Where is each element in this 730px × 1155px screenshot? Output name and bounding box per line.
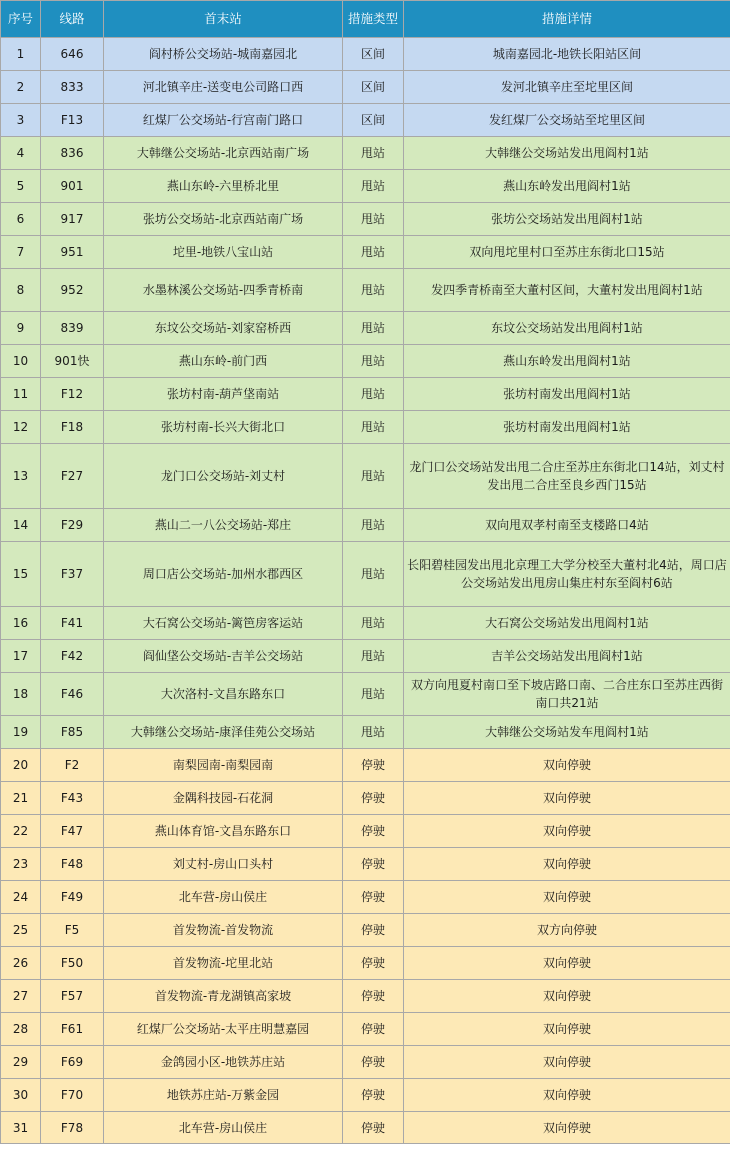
cell-detail: 东坟公交场站发出甩阎村1站 <box>404 312 730 345</box>
cell-no: 26 <box>1 947 41 980</box>
cell-type: 停驶 <box>343 1046 404 1079</box>
table-row <box>1 236 730 269</box>
cell-stations: 大韩继公交场站-北京西站南广场 <box>104 137 343 170</box>
cell-no: 24 <box>1 881 41 914</box>
cell-no: 4 <box>1 137 41 170</box>
cell-line: F5 <box>41 914 104 947</box>
cell-type: 甩站 <box>343 312 404 345</box>
table-row <box>1 378 730 411</box>
cell-line: F43 <box>41 782 104 815</box>
cell-stations: 红煤厂公交场站-行宫南门路口 <box>104 104 343 137</box>
cell-no: 3 <box>1 104 41 137</box>
cell-line: 901快 <box>41 345 104 378</box>
cell-no: 10 <box>1 345 41 378</box>
cell-stations: 北车营-房山侯庄 <box>104 1112 343 1144</box>
cell-type: 停驶 <box>343 881 404 914</box>
cell-type: 区间 <box>343 104 404 137</box>
cell-line: F42 <box>41 640 104 673</box>
cell-detail: 双向停驶 <box>404 848 730 881</box>
cell-detail: 大韩继公交场站发出甩阎村1站 <box>404 137 730 170</box>
cell-detail: 双向停驶 <box>404 1112 730 1144</box>
cell-detail: 双向停驶 <box>404 1079 730 1112</box>
cell-type: 停驶 <box>343 815 404 848</box>
cell-detail: 双向停驶 <box>404 1046 730 1079</box>
table-row <box>1 444 730 509</box>
cell-no: 2 <box>1 71 41 104</box>
cell-type: 停驶 <box>343 980 404 1013</box>
cell-no: 8 <box>1 269 41 312</box>
cell-type: 甩站 <box>343 716 404 749</box>
cell-no: 19 <box>1 716 41 749</box>
cell-no: 15 <box>1 542 41 607</box>
cell-no: 28 <box>1 1013 41 1046</box>
table-row <box>1 137 730 170</box>
cell-detail: 双向停驶 <box>404 815 730 848</box>
table-row <box>1 980 730 1013</box>
table-row <box>1 542 730 607</box>
cell-line: 646 <box>41 38 104 71</box>
cell-stations: 大石窝公交场站-篱笆房客运站 <box>104 607 343 640</box>
header-no: 序号 <box>1 1 41 38</box>
cell-stations: 燕山东岭-前门西 <box>104 345 343 378</box>
cell-detail: 燕山东岭发出甩阎村1站 <box>404 345 730 378</box>
table-row <box>1 749 730 782</box>
cell-no: 20 <box>1 749 41 782</box>
cell-no: 5 <box>1 170 41 203</box>
cell-type: 甩站 <box>343 345 404 378</box>
cell-line: F70 <box>41 1079 104 1112</box>
cell-type: 停驶 <box>343 914 404 947</box>
cell-line: F78 <box>41 1112 104 1144</box>
cell-detail: 双方向甩夏村南口至下坡店路口南、二合庄东口至苏庄西街南口共21站 <box>404 673 730 716</box>
table-row <box>1 1046 730 1079</box>
header-detail: 措施详情 <box>404 1 730 38</box>
cell-line: 839 <box>41 312 104 345</box>
cell-no: 18 <box>1 673 41 716</box>
cell-no: 16 <box>1 607 41 640</box>
table-row <box>1 170 730 203</box>
cell-type: 甩站 <box>343 269 404 312</box>
cell-stations: 东坟公交场站-刘家窑桥西 <box>104 312 343 345</box>
table-row <box>1 914 730 947</box>
cell-detail: 双向停驶 <box>404 881 730 914</box>
table-row <box>1 269 730 312</box>
cell-stations: 金隅科技园-石花洞 <box>104 782 343 815</box>
cell-no: 6 <box>1 203 41 236</box>
cell-no: 21 <box>1 782 41 815</box>
cell-detail: 双向停驶 <box>404 947 730 980</box>
cell-no: 25 <box>1 914 41 947</box>
cell-stations: 大次洛村-文昌东路东口 <box>104 673 343 716</box>
cell-detail: 发河北镇辛庄至坨里区间 <box>404 71 730 104</box>
cell-line: F37 <box>41 542 104 607</box>
cell-line: F29 <box>41 509 104 542</box>
table-row <box>1 848 730 881</box>
cell-type: 区间 <box>343 38 404 71</box>
cell-stations: 水墨林溪公交场站-四季青桥南 <box>104 269 343 312</box>
cell-type: 停驶 <box>343 947 404 980</box>
cell-no: 1 <box>1 38 41 71</box>
cell-line: F18 <box>41 411 104 444</box>
cell-no: 22 <box>1 815 41 848</box>
cell-line: 951 <box>41 236 104 269</box>
header-type: 措施类型 <box>343 1 404 38</box>
cell-line: F69 <box>41 1046 104 1079</box>
cell-detail: 发红煤厂公交场站至坨里区间 <box>404 104 730 137</box>
cell-detail: 燕山东岭发出甩阎村1站 <box>404 170 730 203</box>
cell-no: 9 <box>1 312 41 345</box>
cell-stations: 坨里-地铁八宝山站 <box>104 236 343 269</box>
header-stations: 首末站 <box>104 1 343 38</box>
cell-type: 停驶 <box>343 749 404 782</box>
cell-type: 甩站 <box>343 170 404 203</box>
cell-no: 23 <box>1 848 41 881</box>
cell-no: 17 <box>1 640 41 673</box>
cell-line: F61 <box>41 1013 104 1046</box>
cell-detail: 长阳碧桂园发出甩北京理工大学分校至大董村北4站，周口店公交场站发出甩房山集庄村东至阎村6站 <box>404 542 730 607</box>
table-row <box>1 947 730 980</box>
table-row <box>1 607 730 640</box>
cell-line: F13 <box>41 104 104 137</box>
cell-stations: 张坊村南-长兴大街北口 <box>104 411 343 444</box>
cell-detail: 张坊公交场站发出甩阎村1站 <box>404 203 730 236</box>
cell-stations: 张坊村南-葫芦垡南站 <box>104 378 343 411</box>
cell-type: 停驶 <box>343 848 404 881</box>
cell-type: 甩站 <box>343 509 404 542</box>
table-row <box>1 815 730 848</box>
cell-line: F57 <box>41 980 104 1013</box>
cell-stations: 燕山东岭-六里桥北里 <box>104 170 343 203</box>
table-row <box>1 881 730 914</box>
cell-type: 甩站 <box>343 640 404 673</box>
cell-stations: 河北镇辛庄-送变电公司路口西 <box>104 71 343 104</box>
cell-detail: 龙门口公交场站发出甩二合庄至苏庄东街北口14站，刘丈村发出甩二合庄至良乡西门15站 <box>404 444 730 509</box>
cell-stations: 周口店公交场站-加州水郡西区 <box>104 542 343 607</box>
cell-type: 停驶 <box>343 1112 404 1144</box>
cell-detail: 城南嘉园北-地铁长阳站区间 <box>404 38 730 71</box>
cell-stations: 阎仙垡公交场站-吉羊公交场站 <box>104 640 343 673</box>
cell-line: F50 <box>41 947 104 980</box>
table-row <box>1 312 730 345</box>
cell-line: F2 <box>41 749 104 782</box>
table-row <box>1 71 730 104</box>
cell-type: 甩站 <box>343 607 404 640</box>
cell-detail: 发四季青桥南至大董村区间，大董村发出甩阎村1站 <box>404 269 730 312</box>
table-row <box>1 1013 730 1046</box>
cell-stations: 金鸽园小区-地铁苏庄站 <box>104 1046 343 1079</box>
table-row <box>1 104 730 137</box>
cell-type: 甩站 <box>343 542 404 607</box>
cell-detail: 大石窝公交场站发出甩阎村1站 <box>404 607 730 640</box>
cell-detail: 双向甩双孝村南至支楼路口4站 <box>404 509 730 542</box>
cell-line: F46 <box>41 673 104 716</box>
cell-detail: 张坊村南发出甩阎村1站 <box>404 378 730 411</box>
cell-line: F12 <box>41 378 104 411</box>
table-row <box>1 203 730 236</box>
cell-no: 7 <box>1 236 41 269</box>
cell-stations: 燕山二一八公交场站-郑庄 <box>104 509 343 542</box>
cell-stations: 首发物流-青龙湖镇高家坡 <box>104 980 343 1013</box>
cell-type: 甩站 <box>343 203 404 236</box>
cell-type: 停驶 <box>343 1013 404 1046</box>
cell-line: F85 <box>41 716 104 749</box>
table-row <box>1 509 730 542</box>
cell-no: 27 <box>1 980 41 1013</box>
header-row <box>1 1 730 38</box>
cell-no: 11 <box>1 378 41 411</box>
cell-detail: 张坊村南发出甩阎村1站 <box>404 411 730 444</box>
cell-stations: 大韩继公交场站-康泽佳苑公交场站 <box>104 716 343 749</box>
header-line: 线路 <box>41 1 104 38</box>
cell-type: 停驶 <box>343 782 404 815</box>
cell-type: 甩站 <box>343 444 404 509</box>
cell-detail: 双向停驶 <box>404 749 730 782</box>
cell-detail: 大韩继公交场站发车甩阎村1站 <box>404 716 730 749</box>
cell-stations: 南梨园南-南梨园南 <box>104 749 343 782</box>
table-row <box>1 1079 730 1112</box>
cell-stations: 地铁苏庄站-万紫金园 <box>104 1079 343 1112</box>
table-row <box>1 38 730 71</box>
table-row <box>1 1112 730 1144</box>
cell-stations: 燕山体育馆-文昌东路东口 <box>104 815 343 848</box>
cell-stations: 红煤厂公交场站-太平庄明慧嘉园 <box>104 1013 343 1046</box>
cell-stations: 首发物流-首发物流 <box>104 914 343 947</box>
cell-type: 停驶 <box>343 1079 404 1112</box>
cell-line: 836 <box>41 137 104 170</box>
cell-detail: 吉羊公交场站发出甩阎村1站 <box>404 640 730 673</box>
cell-type: 区间 <box>343 71 404 104</box>
cell-no: 14 <box>1 509 41 542</box>
table-row <box>1 345 730 378</box>
cell-stations: 首发物流-坨里北站 <box>104 947 343 980</box>
table-row <box>1 411 730 444</box>
cell-detail: 双方向停驶 <box>404 914 730 947</box>
cell-type: 甩站 <box>343 137 404 170</box>
cell-line: F49 <box>41 881 104 914</box>
table-row <box>1 673 730 716</box>
cell-stations: 阎村桥公交场站-城南嘉园北 <box>104 38 343 71</box>
cell-no: 29 <box>1 1046 41 1079</box>
cell-line: 833 <box>41 71 104 104</box>
cell-detail: 双向停驶 <box>404 1013 730 1046</box>
cell-line: F41 <box>41 607 104 640</box>
cell-type: 甩站 <box>343 236 404 269</box>
cell-no: 30 <box>1 1079 41 1112</box>
table-row <box>1 640 730 673</box>
cell-detail: 双向停驶 <box>404 782 730 815</box>
cell-detail: 双向停驶 <box>404 980 730 1013</box>
cell-detail: 双向甩坨里村口至苏庄东街北口15站 <box>404 236 730 269</box>
cell-line: 917 <box>41 203 104 236</box>
cell-type: 甩站 <box>343 673 404 716</box>
cell-type: 甩站 <box>343 411 404 444</box>
table-body <box>1 38 730 1144</box>
cell-line: F47 <box>41 815 104 848</box>
table-row <box>1 782 730 815</box>
table-row <box>1 716 730 749</box>
cell-line: 952 <box>41 269 104 312</box>
cell-stations: 刘丈村-房山口头村 <box>104 848 343 881</box>
cell-no: 31 <box>1 1112 41 1144</box>
cell-stations: 北车营-房山侯庄 <box>104 881 343 914</box>
cell-no: 13 <box>1 444 41 509</box>
cell-stations: 龙门口公交场站-刘丈村 <box>104 444 343 509</box>
cell-type: 甩站 <box>343 378 404 411</box>
cell-no: 12 <box>1 411 41 444</box>
cell-stations: 张坊公交场站-北京西站南广场 <box>104 203 343 236</box>
cell-line: 901 <box>41 170 104 203</box>
cell-line: F27 <box>41 444 104 509</box>
cell-line: F48 <box>41 848 104 881</box>
